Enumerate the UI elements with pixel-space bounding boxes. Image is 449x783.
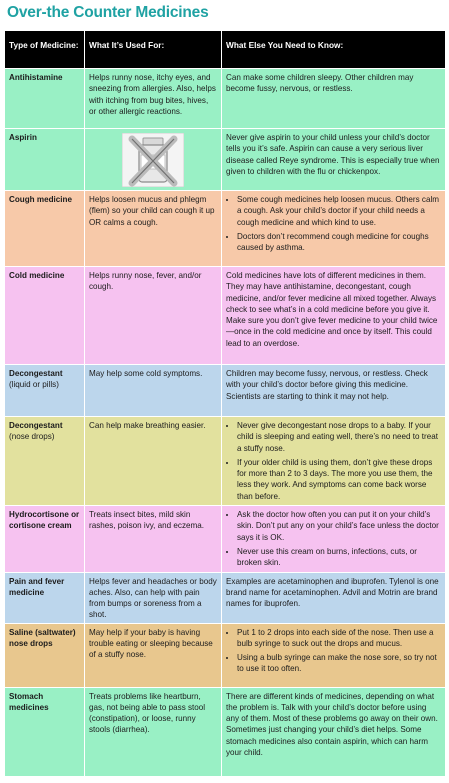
used-for-cell: Treats insect bites, mild skin rashes, poison ivy, and eczema. <box>85 506 222 572</box>
no-aspirin-bottle-image <box>122 133 184 187</box>
know-cell: Cold medicines have lots of different medicines in them. They may have antihistamine, decongestant, cough medicine, and/or fever medicine all mixed together. Always check to see what’s in a cold medicine before you give it. Make sure you don’t give fever medicine to your child twice—once in the cold medicine and once by itself. This could lead to an overdose. <box>222 267 446 365</box>
used-for-cell: Helps runny nose, fever, and/or cough. <box>85 267 222 365</box>
list-item: • Put 1 to 2 drops into each side of the nose. Then use a bulb syringe to suck out the drops and mucus. <box>237 627 441 650</box>
know-cell: There are different kinds of medicines, depending on what the problem is. Talk with your child’s doctor before using any of them. Most of these problems go away on their own. Sometimes just changing your child’s diet helps. Some stomach medicines also contain aspirin, which can harm your child. <box>222 687 446 776</box>
list-item: • Never use this cream on burns, infections, cuts, or broken skin. <box>237 546 441 569</box>
medicine-name: Decongestant <box>9 369 63 378</box>
header-need-to-know: What Else You Need to Know: <box>222 31 446 69</box>
medicine-name: Decongestant <box>9 421 63 430</box>
medicine-name: Saline (saltwater) nose drops <box>5 623 85 687</box>
medicine-subtitle: (liquid or pills) <box>9 380 59 390</box>
used-for-cell: Helps fever and headaches or body aches. Also, can help with pain from bumps or soreness from a shot. <box>85 572 222 623</box>
list-item: • Never give decongestant nose drops to a baby. If your child is sleeping and eating well, there’s no need to treat a stuffy nose. <box>237 420 441 454</box>
medicine-name-cell <box>5 365 85 417</box>
list-item: • Doctors don’t recommend cough medicine for coughs caused by asthma. <box>237 231 441 254</box>
know-cell: Children may become fussy, nervous, or restless. Check with your child’s doctor before giving this medicine. Scientists are starting to think it may not help. <box>222 365 446 417</box>
table-row <box>5 191 446 267</box>
know-cell: Never give aspirin to your child unless your child’s doctor tells you it’s safe. Aspirin can cause a very serious liver disease called Reye syndrome. This is especially true when given to children with the flu or chickenpox. <box>222 129 446 191</box>
know-cell: Can make some children sleepy. Other children may become fussy, nervous, or restless. <box>222 69 446 129</box>
know-cell <box>222 417 446 506</box>
used-for-cell: Can help make breathing easier. <box>85 417 222 506</box>
list-item: • Some cough medicines help loosen mucus. Others calm a cough. Ask your child’s doctor if your child needs a cough medicine and which kind to use. <box>237 194 441 228</box>
medicine-name: Antihistamine <box>5 69 85 129</box>
used-for-cell: Treats problems like heartburn, gas, not being able to pass stool (constipation), or loose, runny stools (diarrhea). <box>85 687 222 776</box>
list-item: • If your older child is using them, don’t give these drops for more than 2 to 3 days. The more you use them, the less they work. And symptoms can come back worse than before. <box>237 457 441 502</box>
table-row <box>5 69 446 129</box>
table-row <box>5 687 446 776</box>
header-type-of-medicine: Type of Medicine: <box>5 31 85 69</box>
medicine-name: Aspirin <box>5 129 85 191</box>
table-row <box>5 267 446 365</box>
used-for-cell: Helps runny nose, itchy eyes, and sneezing from allergies. Also, helps with itching from bug bites, hives, or other allergic reactions. <box>85 69 222 129</box>
table-row <box>5 572 446 623</box>
used-for-cell: May help if your baby is having trouble eating or sleeping because of a stuffy nose. <box>85 623 222 687</box>
used-for-cell <box>85 129 222 191</box>
table-row <box>5 129 446 191</box>
table-row <box>5 506 446 572</box>
page-title: Over-the Counter Medicines <box>7 4 209 21</box>
medicine-name: Hydrocortisone or cortisone cream <box>5 506 85 572</box>
medicines-table <box>4 30 446 777</box>
know-cell <box>222 191 446 267</box>
medicine-name: Cough medicine <box>5 191 85 267</box>
table-header-row <box>5 31 446 69</box>
used-for-cell: May help some cold symptoms. <box>85 365 222 417</box>
table-row <box>5 365 446 417</box>
know-cell <box>222 506 446 572</box>
header-used-for: What It’s Used For: <box>85 31 222 69</box>
know-cell <box>222 623 446 687</box>
medicine-name: Pain and fever medicine <box>5 572 85 623</box>
used-for-cell: Helps loosen mucus and phlegm (flem) so your child can cough it up OR calms a cough. <box>85 191 222 267</box>
table-row <box>5 417 446 506</box>
medicine-subtitle: (nose drops) <box>9 432 55 442</box>
medicine-name: Stomach medicines <box>5 687 85 776</box>
table-row <box>5 623 446 687</box>
list-item: • Using a bulb syringe can make the nose sore, so try not to use it too often. <box>237 652 441 675</box>
know-cell: Examples are acetaminophen and ibuprofen. Tylenol is one brand name for acetaminophen. Advil and Motrin are brand names for ibuprofen. <box>222 572 446 623</box>
list-item: • Ask the doctor how often you can put it on your child’s skin. Don’t put any on your child’s face unless the doctor says it is OK. <box>237 509 441 543</box>
medicine-name: Cold medicine <box>5 267 85 365</box>
medicine-name-cell <box>5 417 85 506</box>
